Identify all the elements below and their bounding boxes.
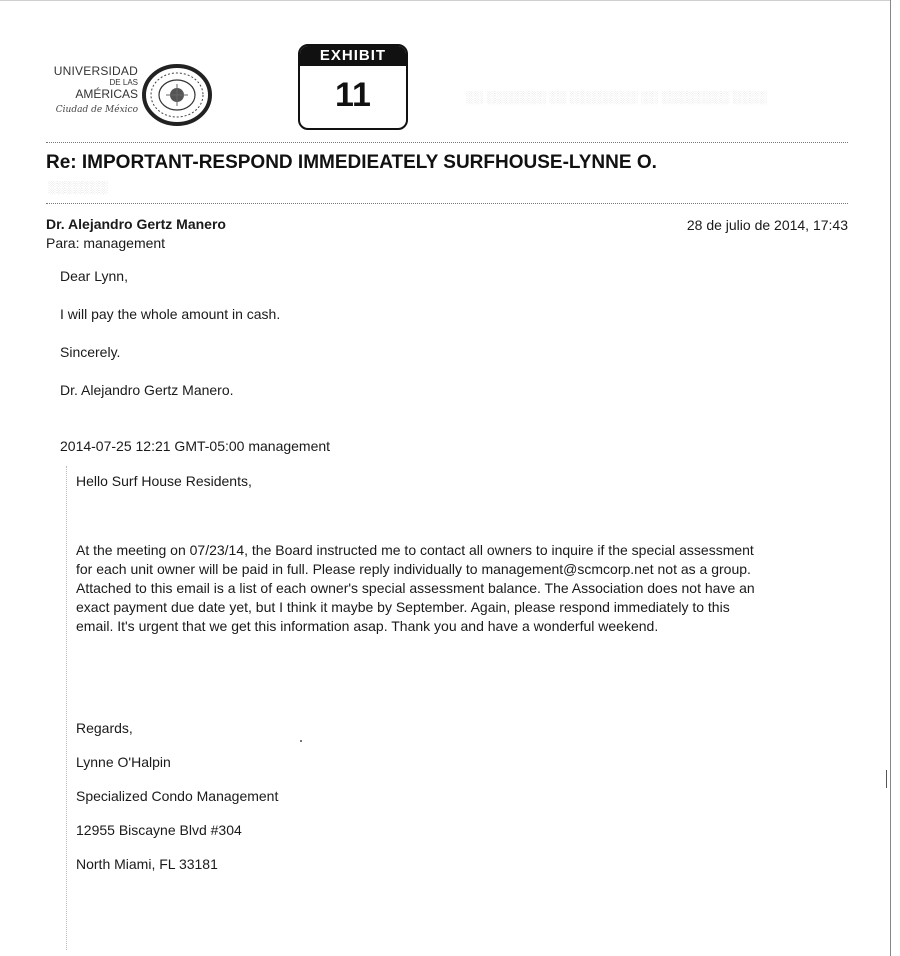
university-seal-icon bbox=[142, 64, 212, 126]
logo-line-4: Ciudad de México bbox=[55, 105, 138, 115]
logo-text bbox=[54, 64, 138, 119]
logo-line-1: UNIVERSIDAD bbox=[53, 64, 138, 78]
paragraph-line: email. It's urgent that we get this information asap. Thank you and have a wonderful weekend. bbox=[76, 618, 659, 634]
quoted-paragraph bbox=[76, 541, 856, 636]
university-logo bbox=[50, 60, 220, 130]
quoted-address-line-2: North Miami, FL 33181 bbox=[76, 856, 218, 872]
exhibit-number: 11 bbox=[335, 76, 371, 114]
quoted-company: Specialized Condo Management bbox=[76, 788, 279, 804]
paragraph-line: At the meeting on 07/23/14, the Board instructed me to contact all owners to inquire if the special assessment bbox=[76, 542, 754, 558]
scan-speck bbox=[300, 740, 302, 742]
page-edge-top bbox=[0, 0, 890, 1]
exhibit-sticker bbox=[298, 44, 408, 130]
header-divider bbox=[46, 142, 848, 143]
paragraph-line: exact payment due date yet, but I think it maybe by September. Again, please respond immediately to this bbox=[76, 599, 730, 615]
faint-header-text: ░░ ░░░░░░░ ░░ ░░░░░░░░ ░░ ░░░░░░░░ ░░░░ bbox=[466, 90, 767, 104]
subject-divider bbox=[46, 203, 848, 204]
quoted-regards: Regards, bbox=[76, 720, 133, 736]
paragraph-line: for each unit owner will be paid in full. Please reply individually to management@scmcorp.net not as a group. bbox=[76, 561, 751, 577]
recipient-line: Para: management bbox=[46, 235, 166, 251]
paragraph-line: Attached to this email is a list of each owner's special assessment balance. The Association does not have an bbox=[76, 580, 755, 596]
reply-closing: Sincerely. bbox=[60, 344, 121, 360]
reply-body: I will pay the whole amount in cash. bbox=[60, 306, 281, 322]
quoted-header: 2014-07-25 12:21 GMT-05:00 management bbox=[60, 438, 331, 454]
quoted-address-line-1: 12955 Biscayne Blvd #304 bbox=[76, 822, 242, 838]
scan-mark bbox=[886, 770, 887, 788]
quoted-author-name: Lynne O'Halpin bbox=[76, 754, 171, 770]
exhibit-label: EXHIBIT bbox=[300, 46, 406, 66]
faint-subheader: ░░░░░░░ bbox=[48, 180, 108, 194]
quote-border bbox=[66, 466, 67, 950]
reply-signature: Dr. Alejandro Gertz Manero. bbox=[60, 382, 234, 398]
email-date: 28 de julio de 2014, 17:43 bbox=[686, 217, 848, 233]
sender-name: Dr. Alejandro Gertz Manero bbox=[46, 216, 226, 232]
quoted-greeting: Hello Surf House Residents, bbox=[76, 473, 252, 489]
email-subject: Re: IMPORTANT-RESPOND IMMEDIEATELY SURFHOUSE-LYNNE O. bbox=[46, 152, 657, 173]
page-edge-right bbox=[890, 0, 891, 956]
logo-line-3: AMÉRICAS bbox=[75, 87, 138, 101]
logo-line-2: DE LAS bbox=[109, 78, 138, 87]
reply-greeting: Dear Lynn, bbox=[60, 268, 128, 284]
